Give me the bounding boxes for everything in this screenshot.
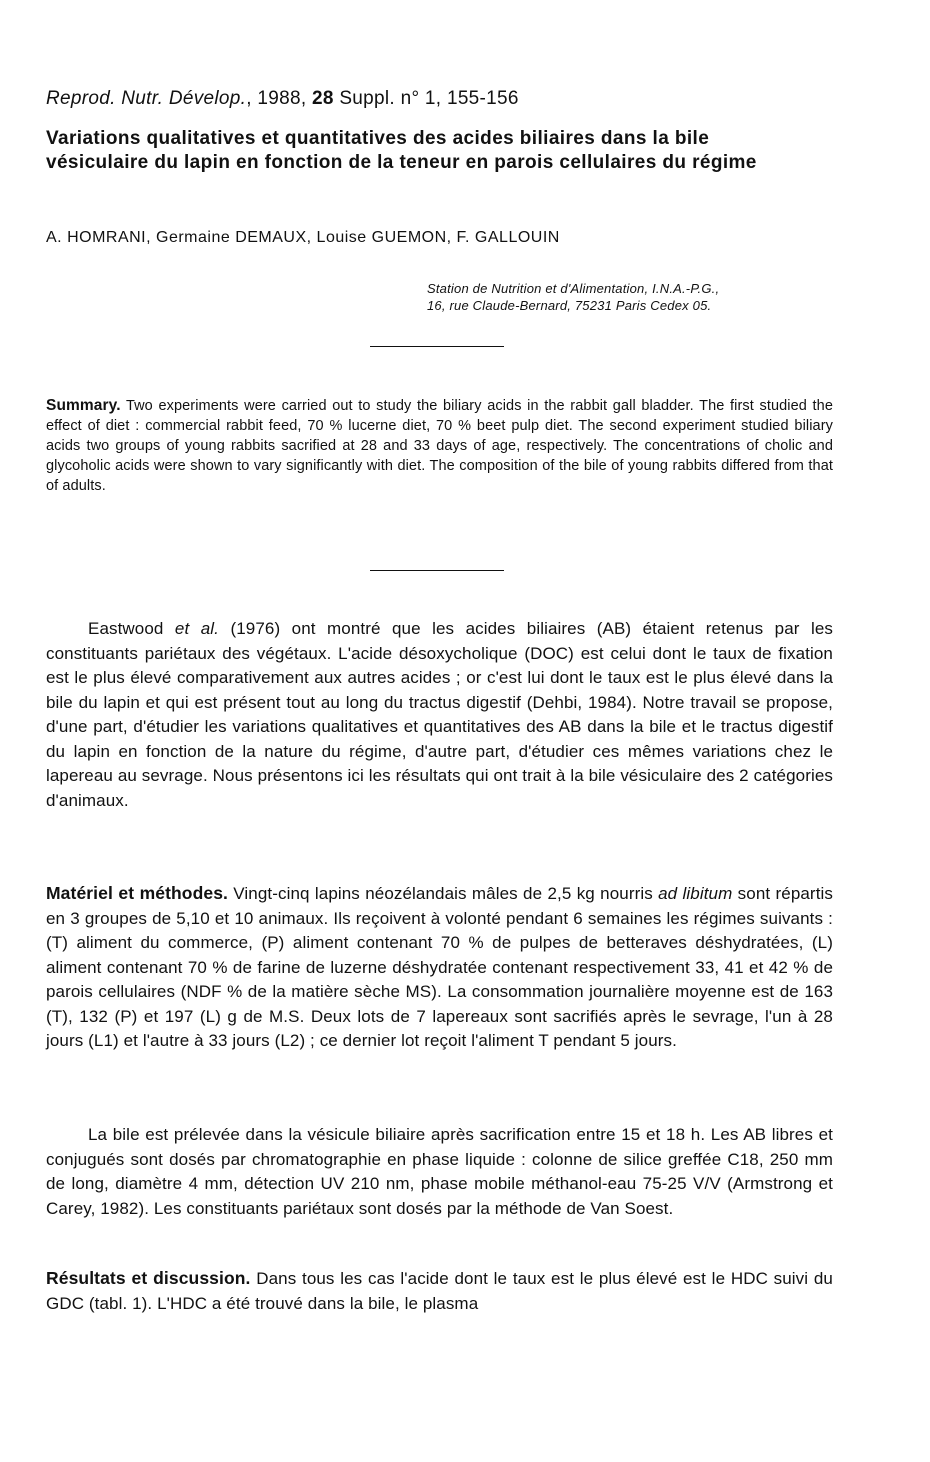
methods-paragraph-2: La bile est prélevée dans la vésicule biliaire après sacrification entre 15 et 18 h. Les AB libres et conjugués sont dosés par chromatographie en phase liquide : colonne de silice greffée C18, 250 mm de long, diamètre 4 mm, détection UV 210 nm, phase mobile méthanol-eau 75-25 V/V (Armstrong et Carey, 1982). Les constituants pariétaux sont dosés par la méthode de Van Soest. <box>46 1125 833 1218</box>
results-text: Dans tous les cas l'acide dont le taux est le plus élevé est le HDC suivi du GDC (tabl. 1). L'HDC a été trouvé dans la bile, le plasma <box>46 1269 833 1313</box>
methods-text-a: Vingt-cinq lapins néozélandais mâles de 2,5 kg nourris <box>228 884 659 903</box>
summary-paragraph <box>46 396 833 496</box>
affiliation <box>427 280 719 314</box>
author-list: A. HOMRANI, Germaine DEMAUX, Louise GUEMON, F. GALLOUIN <box>46 229 560 246</box>
summary-text: Two experiments were carried out to study the biliary acids in the rabbit gall bladder. The first studied the effect of diet : commercial rabbit feed, 70 % lucerne diet, 70 % beet pulp diet. The second experiment studied biliary acids two groups of young rabbits sacrified at 28 and 33 days of age, respectively. The concentrations of cholic and glycoholic acids were shown to vary significantly with diet. The composition of the bile of young rabbits differed from that of adults. <box>46 398 833 494</box>
journal-citation <box>46 88 519 110</box>
affiliation-line-1: Station de Nutrition et d'Alimentation, I.N.A.-P.G., <box>427 281 720 296</box>
methods-text-b: sont répartis en 3 groupes de 5,10 et 10 animaux. Ils reçoivent à volonté pendant 6 semaines les régimes suivants : (T) aliment du commerce, (P) aliment contenant 70 % de pulpes de betteraves déshydratées, (L) aliment contenant 70 % de farine de luzerne déshydratée contenant respectivement 33, 41 et 42 % de parois cellulaires (NDF % de la matière sèche MS). La consommation journalière moyenne est de 163 (T), 132 (P) et 197 (L) g de M.S. Deux lots de 7 lapereaux sont sacrifiés après le sevrage, l'un à 28 jours (L1) et l'autre à 33 jours (L2) ; ce dernier lot reçoit l'aliment T pendant 5 jours. <box>46 884 833 1050</box>
methods-paragraph <box>46 881 833 1054</box>
intro-author: Eastwood <box>88 619 175 638</box>
results-paragraph <box>46 1266 833 1316</box>
intro-paragraph <box>46 617 833 813</box>
results-heading: Résultats et discussion. <box>46 1268 251 1288</box>
article-title: Variations qualitatives et quantitatives des acides biliaires dans la bile vésiculaire du lapin en fonction de la teneur en parois cellulaires du régime <box>46 128 757 173</box>
methods-heading: Matériel et méthodes. <box>46 883 228 903</box>
separator-rule-bottom <box>370 570 504 571</box>
citation-supplement: Suppl. n° 1, 155-156 <box>333 88 519 109</box>
separator-rule-top <box>370 346 504 347</box>
citation-volume: 28 <box>312 88 334 109</box>
affiliation-line-2: 16, rue Claude-Bernard, 75231 Paris Cedex 05. <box>427 298 712 313</box>
journal-name: Reprod. Nutr. Dévelop. <box>46 88 247 109</box>
intro-et-al: et al. <box>174 619 220 638</box>
citation-year: , 1988, <box>246 88 313 109</box>
summary-heading: Summary. <box>46 397 121 414</box>
intro-text: (1976) ont montré que les acides biliaires (AB) étaient retenus par les constituants pariétaux des végétaux. L'acide désoxycholique (DOC) est celui dont le taux de fixation est le plus élevé comparativement aux autres acides ; or c'est lui dont le taux est le plus élevé dans la bile du lapin et qui est présent tout au long du tractus digestif (Dehbi, 1984). Notre travail se propose, d'une part, d'étudier les variations qualitatives et quantitatives des AB dans la bile et le tractus digestif du lapin en fonction de la nature du régime, d'autre part, d'étudier ces mêmes variations chez le lapereau au sevrage. Nous présentons ici les résultats qui ont trait à la bile vésiculaire des 2 catégories d'animaux. <box>46 619 834 810</box>
methods-ad-libitum: ad libitum <box>658 884 733 903</box>
